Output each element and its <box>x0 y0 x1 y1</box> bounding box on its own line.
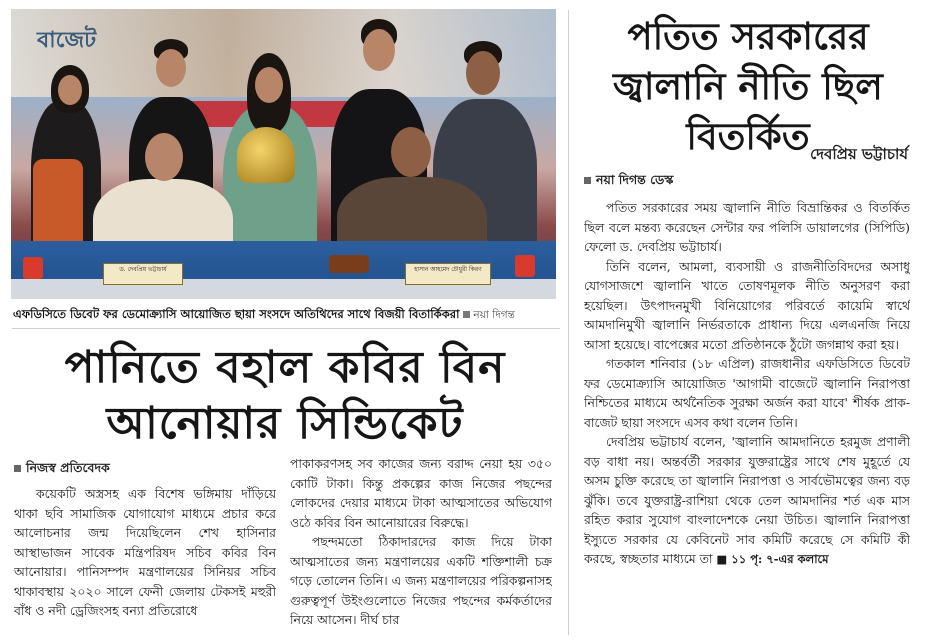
left-col2-paragraph2: পছন্দমতো ঠিকাদারদের কাজ দিয়ে টাকা আত্মসাতের জন্য মন্ত্রণালয়ের একটি শক্তিশালী চক্র গড়ে তোলেন তিনি। এ জন্য মন্ত্রণালয়ের পরিকল্পনাসহ গুরুত্বপূর্ণ উইংগুলোতে নিজের পছন্দের কর্মকর্তাদের নিয়ে আসেন। দীর্ঘ চার <box>290 534 552 627</box>
right-article-body <box>584 198 910 626</box>
bullet-square-icon <box>14 465 21 472</box>
backdrop-text: বাজেট <box>37 28 97 53</box>
continuation-link[interactable]: ■ ১১ পৃ: ৭-এর কলামে <box>716 552 829 566</box>
nameplate-left: ড. দেবপ্রিয় ভট্টাচার্য <box>103 263 183 285</box>
left-col2-paragraph1: পাকাকরণসহ সব কাজের জন্য বরাদ্দ নেয়া হয় ৩৫০ কোটি টাকা। কিন্তু প্রকল্পের কাজ নিজের পছন্দের লোকদের দেয়ার মাধ্যমে টাকা আত্মসাতের অভিযোগ ওঠে কবির বিন আনোয়ারের বিরুদ্ধে। <box>290 456 552 530</box>
caption-square-icon <box>463 311 470 318</box>
byline: দেবপ্রিয় ভট্টাচার্য <box>810 145 908 163</box>
mug-left <box>23 257 43 279</box>
right-paragraph-1: পতিত সরকারের সময় জ্বালানি নীতি বিভ্রান্তিকর ও বিতর্কিত ছিল বলে মন্তব্য করেছেন সেন্টার ফর পলিসি ডায়ালগের (সিপিডি) ফেলো ড. দেবপ্রিয় ভট্টাচার্য। <box>584 200 910 254</box>
nameplate-right: হাসান আহমেদ চৌধুরী কিরণ <box>405 263 491 285</box>
right-paragraph-2: তিনি বলেন, আমলা, ব্যবসায়ী ও রাজনীতিবিদদের অসাধু যোগসাজশে জ্বালানি খাতে তোষণমূলক নীতি অনুসরণ করা হয়েছিল। উৎপাদনমুখী বিনিয়োগের পরিবর্তে কায়েমি স্বার্থে আমদানিমুখী জ্বালানি নির্ভরতাকে প্রাধান্য দিয়ে এলএনজি নিয়ে আসা হয়েছে। বাপেক্সের মতো প্রতিষ্ঠানকে ঠুঁটো জগন্নাথ করা হয়। <box>584 258 910 352</box>
mug-right <box>515 255 535 277</box>
news-photo <box>11 9 556 299</box>
left-col1-paragraph: কয়েকটি অস্ত্রসহ এক বিশেষ ভঙ্গিমায় দাঁড়িয়ে থাকা ছবি সামাজিক যোগাযোগ মাধ্যমে প্রচার করে আলোচনার জন্ম দিয়েছিলেন শেখ হাসিনার আস্থাভাজন সাবেক মন্ত্রিপরিষদ সচিব কবির বিন আনোয়ার। পানিসম্পদ মন্ত্রণালয়ের সিনিয়র সচিব থাকাবস্থায় ২০২০ সালে ফেনী জেলায় টেকসই মহুরী বাঁধ ও নদী ড্রেজিংসহ বন্যা প্রতিরোধে <box>14 486 276 618</box>
headline-left-line1: পানিতে বহাল কবির বিন <box>64 342 506 393</box>
headline-right-line3: বিতর্কিত <box>686 115 810 158</box>
headline-left <box>20 340 550 452</box>
headline-left-line2: আনোয়ার সিন্ডিকেট <box>106 398 464 449</box>
bullet-square-icon <box>584 177 591 184</box>
right-paragraph-3: গতকাল শনিবার (১৮ এপ্রিল) রাজধানীর এফডিসিতে ডিবেট ফর ডেমোক্র্যাসি আয়োজিত 'আগামী বাজেটে জ্বালানি নিরাপত্তা নিশ্চিতের মাধ্যমে অর্থনৈতিক সুরক্ষা অর্জন করা যাবে' শীর্ষক প্রাক-বাজেট ছায়া সংসদে এসব কথা বলেন তিনি। <box>584 356 910 430</box>
right-paragraph-4: দেবপ্রিয় ভট্টাচার্য বলেন, 'জ্বালানি আমদানিতে হরমুজ প্রণালী বড় বাধা নয়। অন্তর্বর্তী সরকার যুক্তরাষ্ট্রের সাথে শেষ মুহূর্তে যে অসম চুক্তি করেছে তা জ্বালানি নিরাপত্তা ও সার্বভৌমত্বের জন্য বড় ঝুঁকি। তবে যুক্তরাষ্ট্র-রাশিয়া থেকে তেল আমদানির শর্ত এক মাস রহিত করার সুযোগ বাংলাদেশকে নেয়া উচিত। জ্বালানি নিরাপত্তা ইস্যুতে সরকার যে কেবিনেট সাব কমিটি করেছে সে কমিটি কী করছে, স্বচ্ছতার মাধ্যমে তা ■ ১১ পৃ: ৭-এর কলামে <box>584 434 910 566</box>
desk-tag-right: নয়া দিগন্ত ডেস্ক <box>584 172 673 192</box>
headline-right-line1: পতিত সরকারের <box>627 15 869 58</box>
caption-text: এফডিসিতে ডিবেট ফর ডেমোক্র্যাসি আয়োজিত ছায়া সংসদে অতিথিদের সাথে বিজয়ী বিতার্কিকরা <box>13 307 460 321</box>
left-article-col2 <box>290 454 552 641</box>
headline-right-line2: জ্বালানি নীতি ছিল <box>613 65 883 108</box>
divider-horizontal <box>12 328 560 329</box>
photo-caption <box>13 306 558 325</box>
gavel <box>329 255 369 273</box>
left-article-col1 <box>14 484 276 641</box>
caption-source: নয়া দিগন্ত <box>473 309 515 321</box>
desk-tag-left: নিজস্ব প্রতিবেদক <box>14 460 110 480</box>
headline-right <box>568 12 928 162</box>
trophy <box>237 127 295 183</box>
